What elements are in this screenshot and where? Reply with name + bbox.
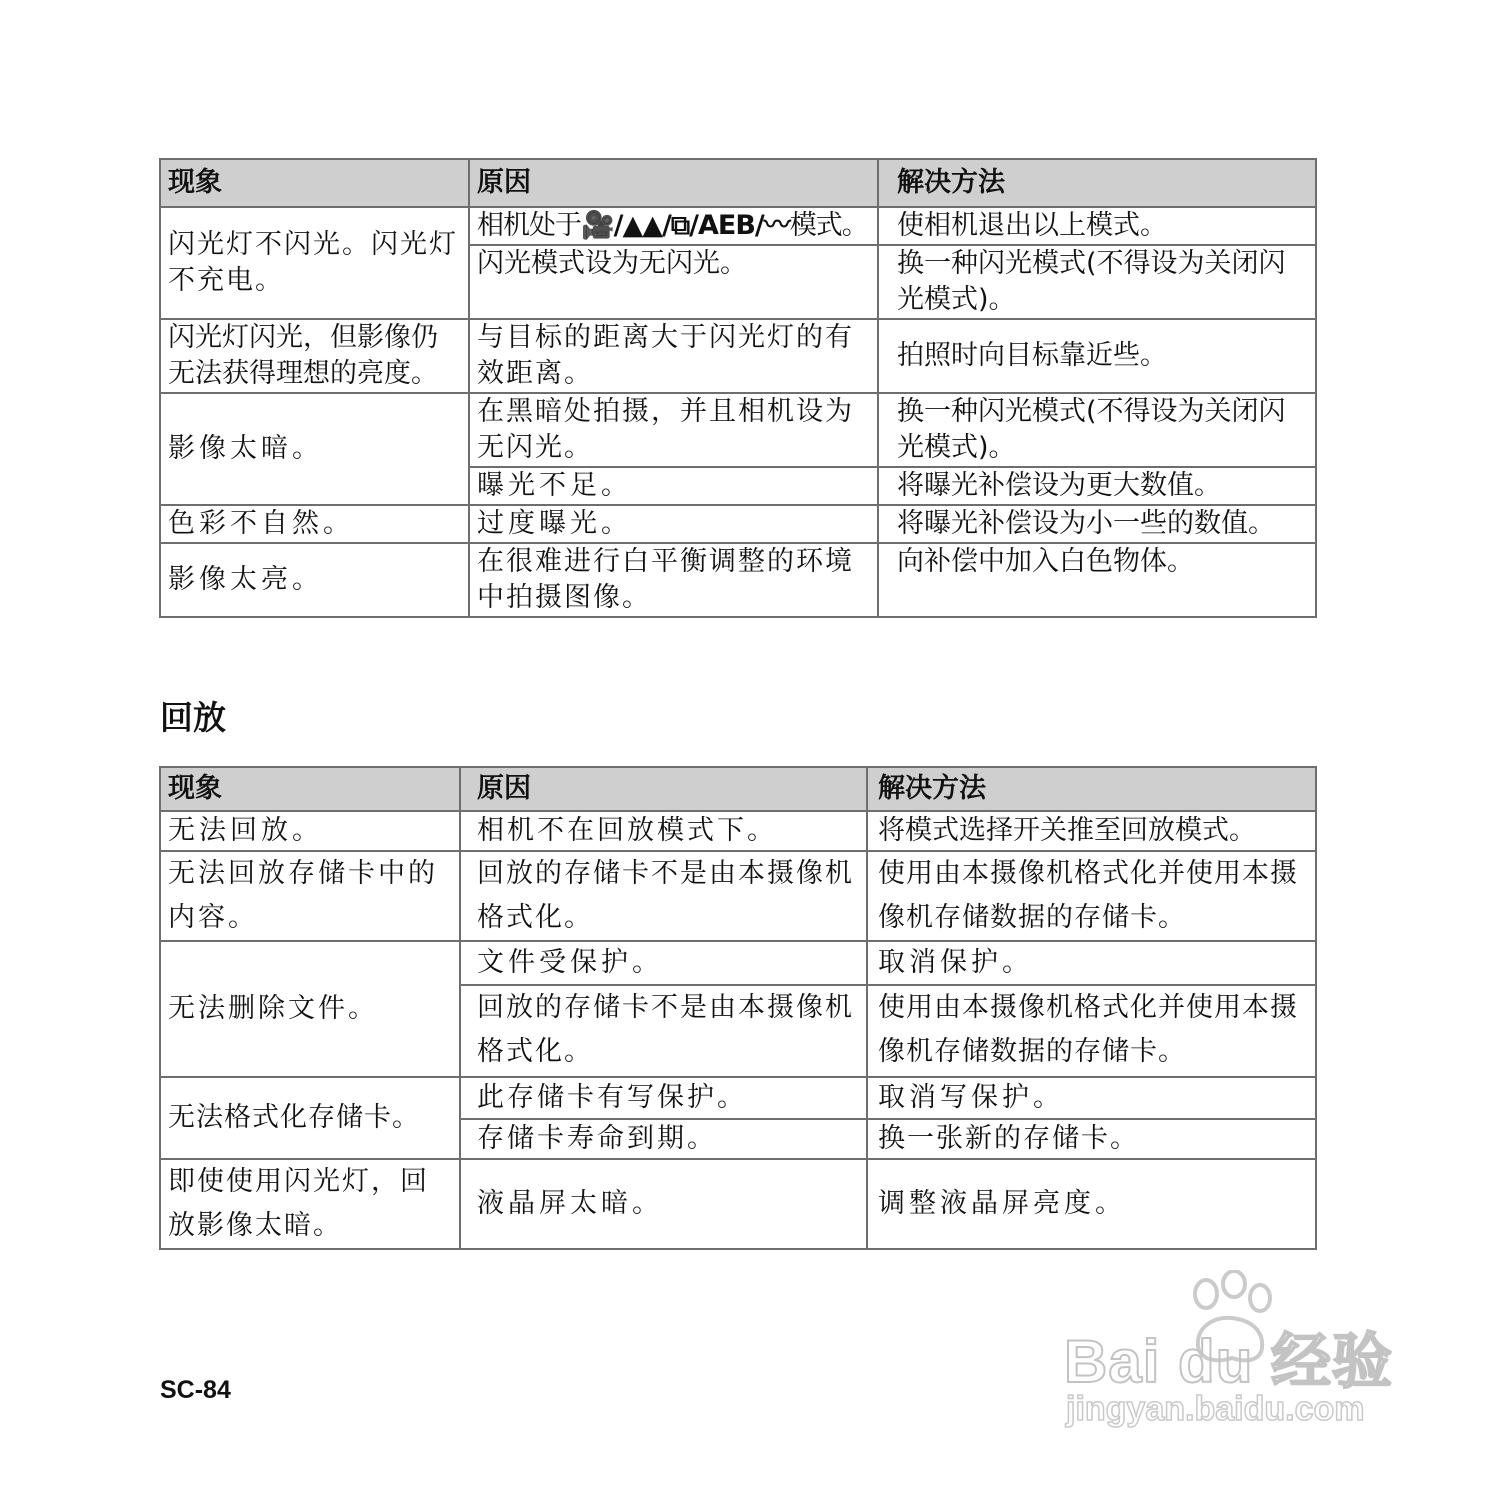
table-header-row bbox=[160, 159, 1316, 207]
solution-cell: 将曝光补偿设为小一些的数值。 bbox=[878, 505, 1316, 543]
cause-cell: 曝光不足。 bbox=[469, 467, 878, 505]
table-header-row bbox=[160, 767, 1316, 811]
solution-cell: 使用由本摄像机格式化并使用本摄像机存储数据的存储卡。 bbox=[867, 985, 1316, 1077]
table-row bbox=[160, 811, 1316, 851]
cause-prefix: 相机处于 bbox=[477, 210, 581, 241]
cause-cell: 过度曝光。 bbox=[469, 505, 878, 543]
solution-cell: 调整液晶屏亮度。 bbox=[867, 1159, 1316, 1249]
table-row bbox=[160, 941, 1316, 985]
symptom-cell: 影像太亮。 bbox=[160, 543, 469, 617]
symptom-cell: 闪光灯闪光，但影像仍无法获得理想的亮度。 bbox=[160, 319, 469, 393]
solution-cell: 换一种闪光模式(不得设为关闭闪光模式)。 bbox=[878, 393, 1316, 467]
table-row bbox=[160, 851, 1316, 941]
solution-cell: 将曝光补偿设为更大数值。 bbox=[878, 467, 1316, 505]
header-symptom: 现象 bbox=[160, 767, 460, 811]
watermark-brand: Bai du 经验 bbox=[1064, 1328, 1394, 1395]
table-row bbox=[160, 505, 1316, 543]
header-cause: 原因 bbox=[469, 159, 878, 207]
cause-cell: 在很难进行白平衡调整的环境中拍摄图像。 bbox=[469, 543, 878, 617]
symptom-cell: 即使使用闪光灯，回放影像太暗。 bbox=[160, 1159, 460, 1249]
header-cause: 原因 bbox=[460, 767, 867, 811]
solution-cell: 换一种闪光模式(不得设为关闭闪光模式)。 bbox=[878, 245, 1316, 319]
table-row bbox=[160, 393, 1316, 467]
solution-cell: 使相机退出以上模式。 bbox=[878, 207, 1316, 245]
solution-cell: 取消写保护。 bbox=[867, 1077, 1316, 1119]
cause-cell: 相机不在回放模式下。 bbox=[460, 811, 867, 851]
solution-cell: 拍照时向目标靠近些。 bbox=[878, 319, 1316, 393]
cause-cell: 在黑暗处拍摄，并且相机设为无闪光。 bbox=[469, 393, 878, 467]
table-row bbox=[160, 1077, 1316, 1119]
solution-cell: 使用由本摄像机格式化并使用本摄像机存储数据的存储卡。 bbox=[867, 851, 1316, 941]
cause-cell: 与目标的距离大于闪光灯的有效距离。 bbox=[469, 319, 878, 393]
cause-cell: 回放的存储卡不是由本摄像机格式化。 bbox=[460, 985, 867, 1077]
watermark-url: jingyan.baidu.com bbox=[1066, 1390, 1365, 1428]
cause-cell: 文件受保护。 bbox=[460, 941, 867, 985]
cause-cell: 存储卡寿命到期。 bbox=[460, 1119, 867, 1159]
symptom-cell: 无法回放。 bbox=[160, 811, 460, 851]
cause-cell: 此存储卡有写保护。 bbox=[460, 1077, 867, 1119]
table-row bbox=[160, 543, 1316, 617]
cause-cell: 回放的存储卡不是由本摄像机格式化。 bbox=[460, 851, 867, 941]
table-row bbox=[160, 207, 1316, 245]
playback-troubleshooting-table bbox=[159, 766, 1317, 1250]
cause-suffix: 模式。 bbox=[789, 210, 868, 241]
cause-cell: 液晶屏太暗。 bbox=[460, 1159, 867, 1249]
symptom-cell: 闪光灯不闪光。闪光灯不充电。 bbox=[160, 207, 469, 319]
header-solution: 解决方法 bbox=[878, 159, 1316, 207]
solution-cell: 取消保护。 bbox=[867, 941, 1316, 985]
symptom-cell: 色彩不自然。 bbox=[160, 505, 469, 543]
baidu-jingyan-watermark bbox=[1064, 1270, 1414, 1440]
header-solution: 解决方法 bbox=[867, 767, 1316, 811]
solution-cell: 向补偿中加入白色物体。 bbox=[878, 543, 1316, 617]
cause-cell bbox=[469, 207, 878, 245]
cause-cell: 闪光模式设为无闪光。 bbox=[469, 245, 878, 319]
flash-troubleshooting-table bbox=[159, 158, 1317, 618]
header-symptom: 现象 bbox=[160, 159, 469, 207]
section-heading-playback: 回放 bbox=[160, 698, 226, 737]
page-number: SC-84 bbox=[160, 1376, 231, 1404]
table-row bbox=[160, 1159, 1316, 1249]
solution-cell: 换一张新的存储卡。 bbox=[867, 1119, 1316, 1159]
symptom-cell: 影像太暗。 bbox=[160, 393, 469, 505]
mode-symbols: 🎥/▲▲/⧉/AEB/〰 bbox=[581, 210, 790, 241]
solution-cell: 将模式选择开关推至回放模式。 bbox=[867, 811, 1316, 851]
symptom-cell: 无法删除文件。 bbox=[160, 941, 460, 1077]
symptom-cell: 无法格式化存储卡。 bbox=[160, 1077, 460, 1159]
table-row bbox=[160, 319, 1316, 393]
symptom-cell: 无法回放存储卡中的内容。 bbox=[160, 851, 460, 941]
